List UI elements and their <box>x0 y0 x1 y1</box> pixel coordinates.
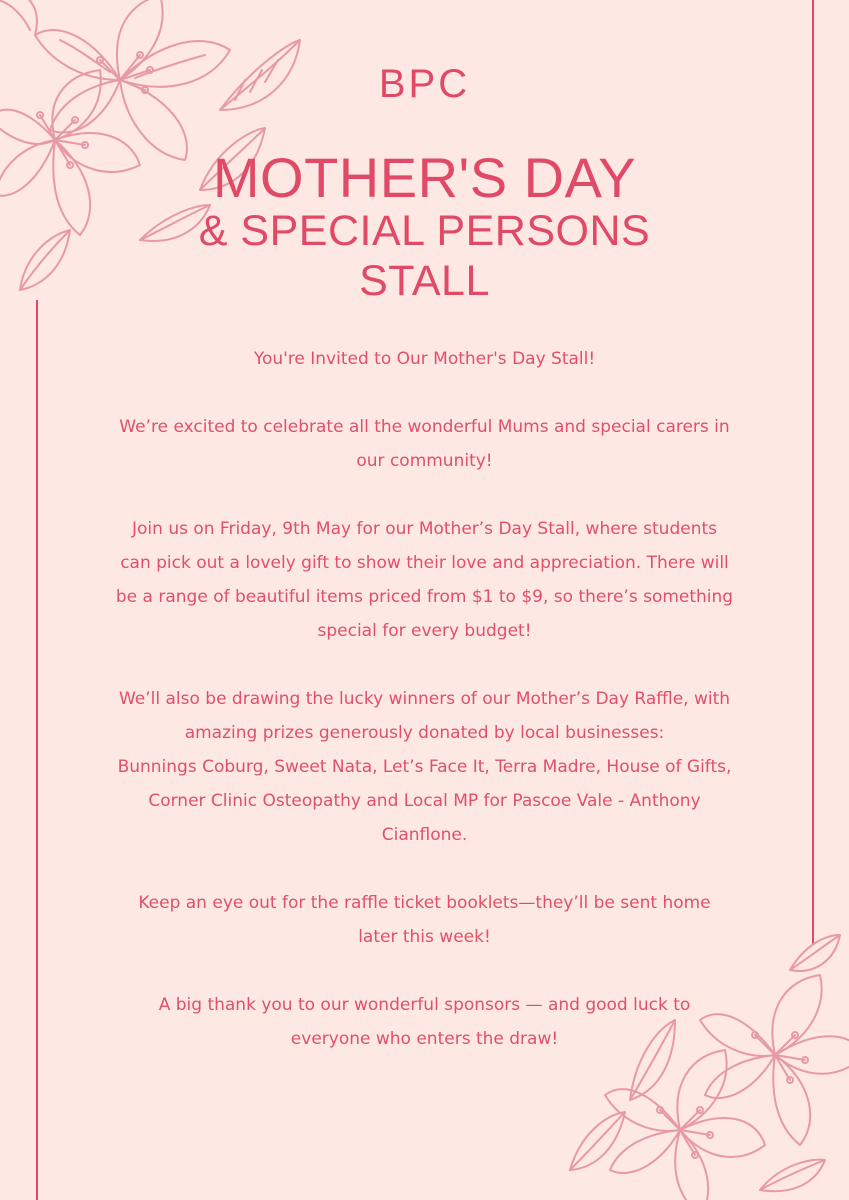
intro-line: We’re excited to celebrate all the wonderful Mums and special carers in <box>119 417 730 437</box>
right-border-line <box>812 0 814 945</box>
details-paragraph <box>90 512 759 648</box>
tickets-line: later this week! <box>358 927 491 947</box>
tickets-line: Keep an eye out for the raffle ticket booklets—they’ll be sent home <box>138 893 711 913</box>
raffle-line: We’ll also be drawing the lucky winners of our Mother’s Day Raffle, with <box>118 689 731 709</box>
raffle-line: Cianflone. <box>381 825 468 845</box>
left-border-line <box>36 300 38 1200</box>
page-title-line-1: MOTHER'S DAY <box>212 146 637 209</box>
details-line: be a range of beautiful items priced from $1 to $9, so there’s something <box>115 587 734 607</box>
details-line: Join us on Friday, 9th May for our Mother’s Day Stall, where students <box>132 519 717 539</box>
raffle-line: Corner Clinic Osteopathy and Local MP for Pascoe Vale - Anthony <box>148 791 701 811</box>
page-title-line-3: STALL <box>359 257 490 305</box>
raffle-line: amazing prizes generously donated by local businesses: <box>184 723 665 743</box>
intro-line: our community! <box>356 451 493 471</box>
details-line: can pick out a lovely gift to show their love and appreciation. There will <box>120 553 729 573</box>
invite-paragraph <box>90 342 759 376</box>
invite-line: You're Invited to Our Mother's Day Stall! <box>253 349 596 369</box>
thanks-paragraph <box>90 988 759 1056</box>
intro-paragraph <box>90 410 759 478</box>
raffle-line: Bunnings Coburg, Sweet Nata, Let’s Face It, Terra Madre, House of Gifts, <box>117 757 732 777</box>
raffle-paragraph <box>90 682 759 852</box>
thanks-line: A big thank you to our wonderful sponsors — and good luck to <box>158 995 691 1015</box>
tickets-paragraph <box>90 886 759 954</box>
flyer-body <box>90 342 759 1090</box>
thanks-line: everyone who enters the draw! <box>290 1029 559 1049</box>
page-title-line-2: & SPECIAL PERSONS <box>198 207 651 255</box>
brand-name: BPC <box>378 62 471 106</box>
details-line: special for every budget! <box>317 621 532 641</box>
